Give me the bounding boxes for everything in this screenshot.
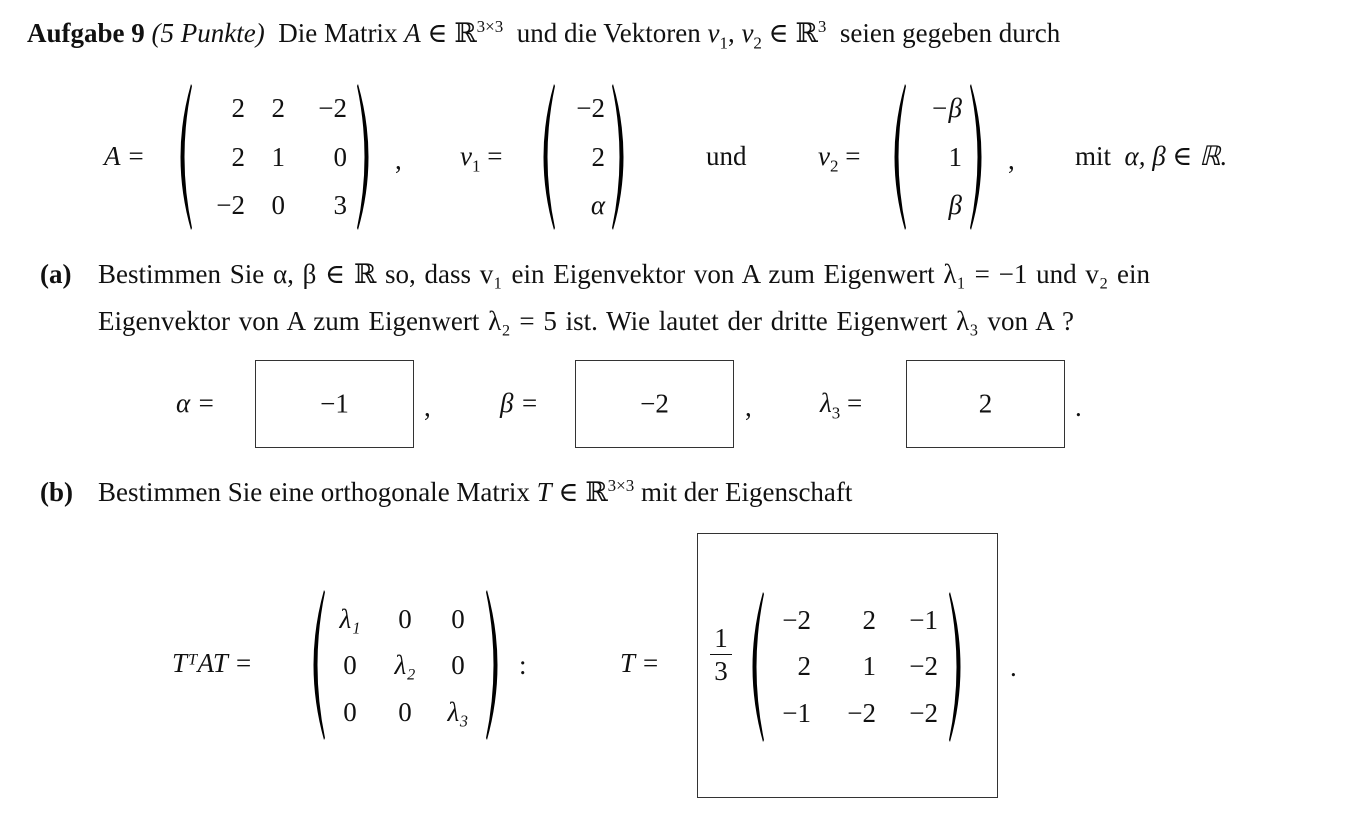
v1-symbol: v (460, 141, 472, 171)
right-paren-icon (612, 84, 632, 230)
header-exp: 3 (817, 17, 827, 36)
period: . (1010, 652, 1017, 682)
comma: , (395, 145, 402, 175)
comma: , (745, 392, 752, 422)
vector-cell: −β (930, 93, 962, 123)
header-text-3: seien gegeben durch (839, 18, 1061, 48)
lambda3-label (820, 388, 863, 423)
alpha-label: α = (176, 388, 216, 418)
header-text-2: und die Vektoren (516, 18, 701, 48)
matrix-cell: 2 (231, 93, 245, 123)
colon: : (519, 650, 527, 680)
matrix-cell: 0 (271, 190, 285, 220)
matrix-cell: −2 (216, 190, 245, 220)
part-b-text-1: Bestimmen Sie eine orthogonale Matrix (98, 477, 530, 507)
fraction-denominator: 3 (710, 654, 732, 687)
task-title: Aufgabe 9 (27, 18, 145, 48)
part-b-text (98, 477, 852, 508)
matrix-cell: 0 (343, 650, 357, 680)
equals: = (845, 141, 861, 171)
condition (1075, 141, 1227, 172)
fraction-numerator: 1 (714, 623, 728, 653)
period: . (1075, 392, 1082, 422)
matrix-cell: 2 (231, 142, 245, 172)
mit-condition: α, β ∈ ℝ. (1124, 141, 1228, 171)
matrix-cell: −2 (782, 605, 811, 635)
header-text: Die Matrix (278, 18, 398, 48)
header-comma: , (727, 18, 735, 48)
v1-sub: 1 (471, 156, 481, 176)
matrix-cell: λ₂ (394, 650, 416, 680)
header-dim: 3×3 (476, 17, 504, 36)
v2-symbol: v (818, 141, 830, 171)
equals: = (846, 388, 863, 418)
matrix-cell: 1 (862, 651, 876, 681)
right-paren-icon (486, 590, 506, 740)
lhs-expression: TᵀAT = (172, 648, 253, 678)
matrix-cell: λ₃ (447, 697, 469, 727)
und-text: und (706, 141, 747, 171)
t-answer-box (697, 533, 998, 798)
header-v2-sub: 2 (753, 33, 762, 53)
beta-answer-box (575, 360, 734, 448)
v1-label (460, 141, 503, 176)
matrix-cell: λ₁ (339, 604, 361, 634)
header-set-2: ∈ ℝ (768, 18, 818, 48)
right-paren-icon (357, 84, 377, 230)
part-a-line-1: Bestimmen Sie α, β ∈ ℝ so, dass v₁ ein Eigenvektor von A zum Eigenwert λ₁ = −1 und v₂ ein (98, 259, 1150, 289)
header-v1-sub: 1 (719, 33, 728, 53)
matrix-cell: −1 (909, 605, 938, 635)
fraction (710, 622, 732, 687)
dim: 3×3 (607, 476, 635, 495)
task-header (27, 17, 1061, 53)
lambda-symbol: λ (820, 388, 832, 418)
matrix-cell: −2 (909, 698, 938, 728)
comma: , (424, 392, 431, 422)
right-paren-icon (970, 84, 990, 230)
vector-cell: 2 (591, 142, 605, 172)
header-set: ∈ ℝ (427, 18, 477, 48)
lambda-sub: 3 (831, 403, 841, 423)
header-matrix-symbol: A (404, 18, 421, 48)
lambda3-answer-box (906, 360, 1065, 448)
set: ∈ ℝ (558, 477, 608, 507)
vector-cell: β (948, 190, 962, 220)
part-b-label: (b) (40, 477, 73, 507)
header-v1: v (707, 18, 720, 48)
t-label: T = (620, 648, 660, 678)
beta-value: −2 (640, 388, 669, 419)
alpha-answer-box (255, 360, 414, 448)
mit-text: mit (1075, 141, 1112, 171)
matrix-cell: 0 (398, 697, 412, 727)
matrix-cell: 0 (343, 697, 357, 727)
header-v2: v (741, 18, 754, 48)
vector-cell: α (590, 190, 605, 220)
matrix-cell: 0 (398, 604, 412, 634)
alpha-value: −1 (320, 388, 349, 419)
task-points: (5 Punkte) (151, 18, 265, 48)
vector-cell: 1 (948, 142, 962, 172)
matrix-cell: 0 (451, 650, 465, 680)
comma: , (1008, 145, 1015, 175)
right-paren-icon (949, 592, 969, 742)
t-symbol: T (536, 477, 552, 507)
lambda3-value: 2 (978, 388, 993, 419)
matrix-cell: −1 (782, 698, 811, 728)
v2-label (818, 141, 861, 176)
vector-cell: −2 (576, 93, 605, 123)
matrix-cell: 2 (797, 651, 811, 681)
matrix-cell: −2 (318, 93, 347, 123)
matrix-cell: 3 (333, 190, 347, 220)
matrix-cell: 2 (862, 605, 876, 635)
part-b-text-2: mit der Eigenschaft (640, 477, 853, 507)
part-a-line-2: Eigenvektor von A zum Eigenwert λ₂ = 5 ist. Wie lautet der dritte Eigenwert λ₃ von A ? (98, 306, 1074, 336)
matrix-cell: −2 (909, 651, 938, 681)
v2-sub: 2 (829, 156, 839, 176)
matrix-a-label: A = (104, 141, 145, 171)
matrix-cell: 0 (333, 142, 347, 172)
matrix-cell: 0 (451, 604, 465, 634)
matrix-cell: 1 (271, 142, 285, 172)
beta-label: β = (500, 388, 539, 418)
equals: = (487, 141, 503, 171)
matrix-cell: 2 (271, 93, 285, 123)
matrix-cell: −2 (847, 698, 876, 728)
part-a-label: (a) (40, 259, 72, 289)
